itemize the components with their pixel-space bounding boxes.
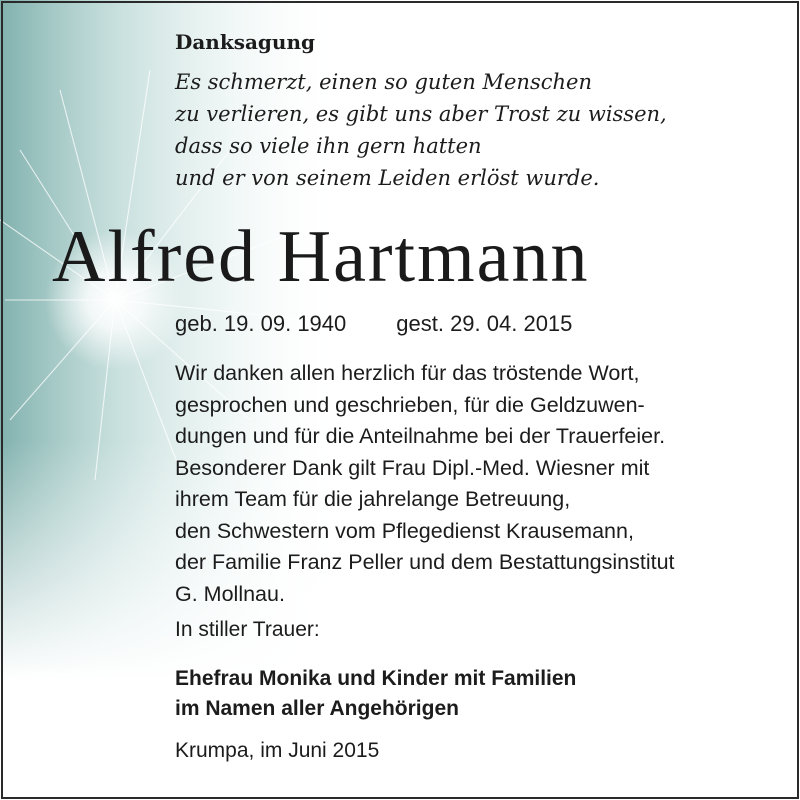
verse-line: zu verlieren, es gibt uns aber Trost zu wissen, [175,102,667,126]
thanks-line: gesprochen und geschrieben, für die Geldzuwen- [175,392,645,417]
notice-heading: Danksagung [175,30,315,54]
thanks-line: ihrem Team für die jahrelange Betreuung, [175,487,571,511]
thanks-line: Besonderer Dank gilt Frau Dipl.-Med. Wiesner mit [175,455,650,480]
thanks-line: der Familie Franz Peller und dem Bestattungsinstitut [175,550,675,574]
memorial-verse [175,66,667,194]
thanks-line: dungen und für die Anteilnahme bei der Trauerfeier. [175,424,666,448]
life-dates [175,311,572,337]
verse-line: Es schmerzt, einen so guten Menschen [175,70,592,94]
mourning-label: In stiller Trauer: [175,618,320,641]
family-signature [175,664,576,724]
thanks-line: Wir danken allen herzlich für das tröstende Wort, [175,361,640,385]
thanks-paragraph [175,358,675,610]
verse-line: und er von seinem Leiden erlöst wurde. [175,166,600,190]
thanks-line: den Schwestern vom Pflegedienst Krausemann, [175,518,634,543]
death-date: gest. 29. 04. 2015 [396,311,573,336]
deceased-name: Alfred Hartmann [52,216,590,298]
family-line: Ehefrau Monika und Kinder mit Familien [175,667,577,690]
birth-date: geb. 19. 09. 1940 [175,311,347,336]
verse-line: dass so viele ihn gern hatten [175,134,482,158]
thanks-line: G. Mollnau. [175,581,285,606]
place-and-date: Krumpa, im Juni 2015 [175,739,380,762]
family-line: im Namen aller Angehörigen [175,697,459,720]
